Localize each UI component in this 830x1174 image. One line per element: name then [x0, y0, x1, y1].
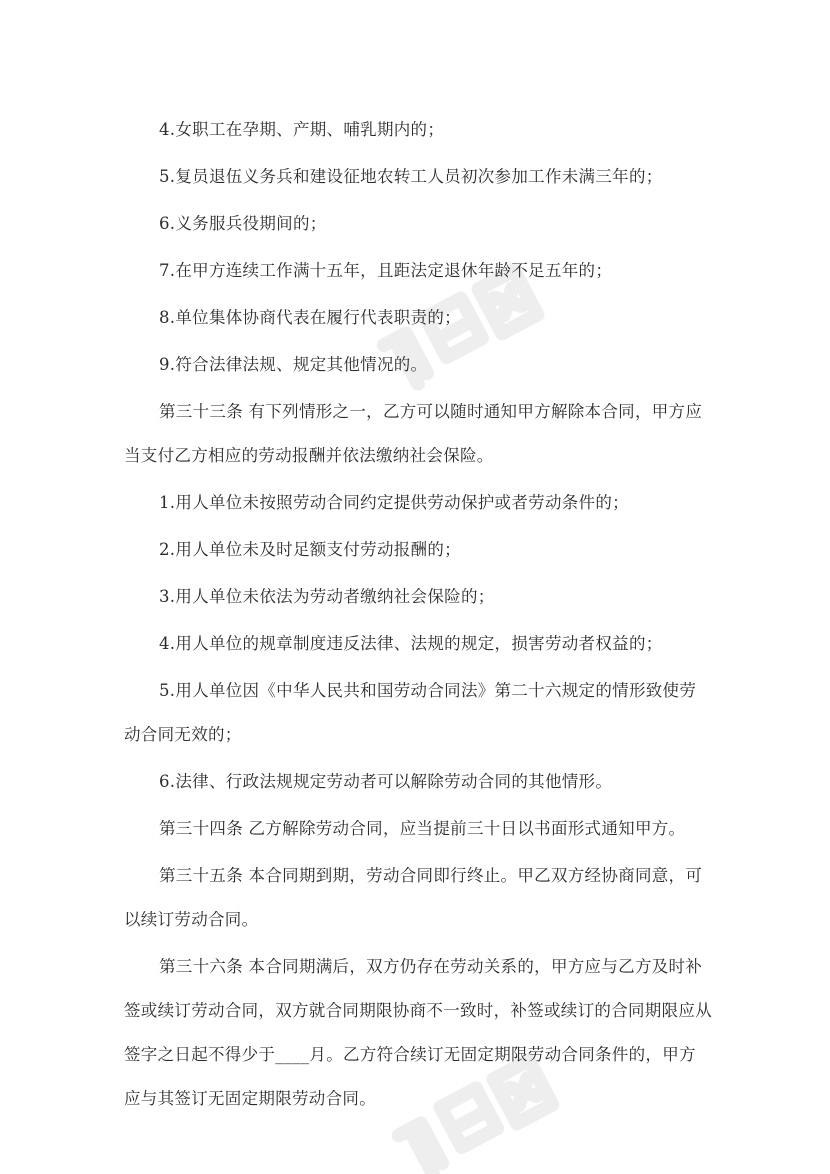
- article-36: 第三十六条 本合同期满后，双方仍存在劳动关系的，甲方应与乙方及时补签或续订劳动合同，双方就合同期限协商不一致时，补签或续订的合同期限应从签字之日起不得少于____月。乙方符合续订无固定期限劳动合同条件的，甲方应与其签订无固定期限劳动合同。: [124, 957, 712, 1108]
- list-item: 5.用人单位因《中华人民共和国劳动合同法》第二十六规定的情形致使劳动合同无效的；: [124, 681, 697, 744]
- list-item: 5.复员退伍义务兵和建设征地农转工人员初次参加工作未满三年的；: [159, 167, 663, 186]
- list-item: 6.义务服兵役期间的；: [159, 214, 327, 233]
- article-34: 第三十四条 乙方解除劳动合同，应当提前三十日以书面形式通知甲方。: [159, 819, 686, 838]
- list-item: 9.符合法律法规、规定其他情况的。: [159, 355, 428, 374]
- list-item: 3.用人单位未依法为劳动者缴纳社会保险的；: [159, 587, 495, 606]
- article-35: 第三十五条 本合同期到期，劳动合同即行终止。甲乙双方经协商同意，可以续订劳动合同。: [124, 866, 703, 929]
- list-item: 8.单位集体协商代表在履行代表职责的；: [159, 308, 461, 327]
- list-item: 1.用人单位未按照劳动合同约定提供劳动保护或者劳动条件的；: [159, 493, 629, 512]
- list-item: 4.女职工在孕期、产期、哺乳期内的；: [159, 120, 445, 139]
- list-item: 6.法律、行政法规规定劳动者可以解除劳动合同的其他情形。: [159, 772, 613, 791]
- document-body: [124, 108, 712, 1124]
- article-33: 第三十三条 有下列情形之一，乙方可以随时通知甲方解除本合同，甲方应当支付乙方相应的劳动报酬并依法缴纳社会保险。: [124, 402, 703, 465]
- list-item: 2.用人单位未及时足额支付劳动报酬的；: [159, 540, 461, 559]
- list-item: 4.用人单位的规章制度违反法律、法规的规定，损害劳动者权益的；: [159, 634, 663, 653]
- list-item: 7.在甲方连续工作满十五年，且距法定退休年龄不足五年的；: [159, 261, 613, 280]
